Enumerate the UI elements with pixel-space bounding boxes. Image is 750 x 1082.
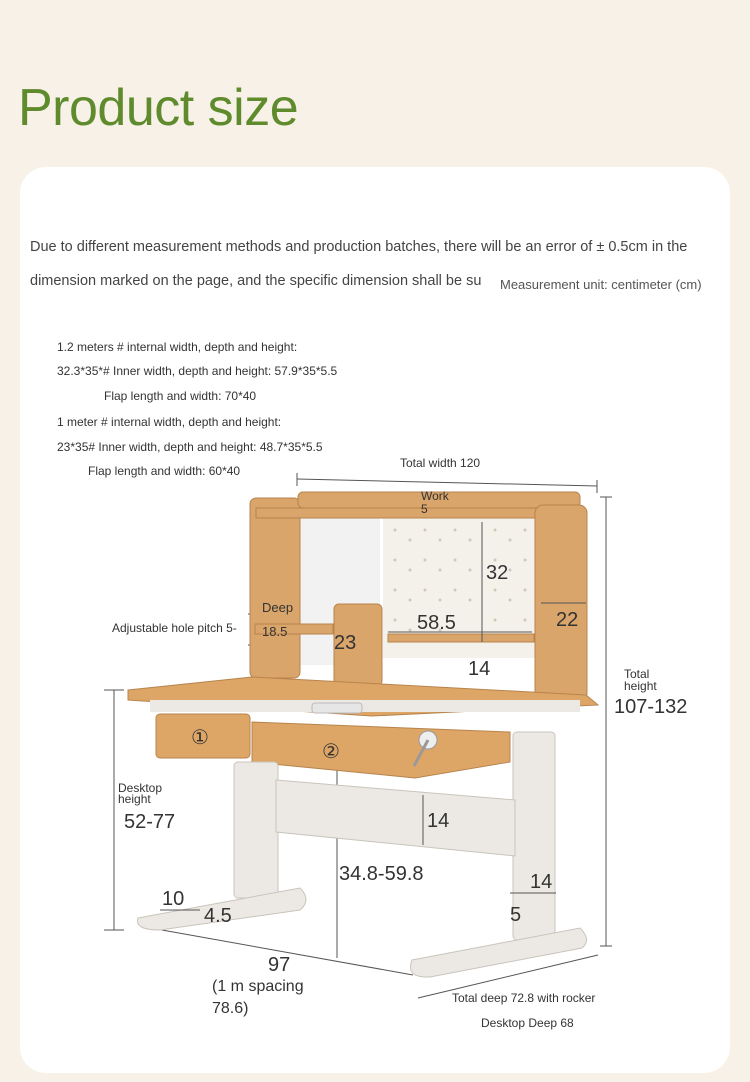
dim-desktop-height-label: Desktop height xyxy=(118,781,163,806)
dim-leg-14: 14 xyxy=(530,871,553,893)
dim-shelf-32: 32 xyxy=(486,562,509,584)
spec-1m-flap: Flap length and width: 60*40 xyxy=(88,464,241,478)
dim-hutch-22: 22 xyxy=(556,609,579,631)
dim-foot-10: 10 xyxy=(162,888,185,910)
dim-width-97: 97 xyxy=(268,954,291,976)
measurement-unit-note: Measurement unit: centimeter (cm) xyxy=(496,270,724,300)
dim-foot-4-5: 4.5 xyxy=(204,905,232,927)
spec-1-2m-flap: Flap length and width: 70*40 xyxy=(104,389,257,403)
disclaimer-line-2: dimension marked on the page, and the specific dimension shall be su xyxy=(30,273,482,289)
dim-desktop-deep: Desktop Deep 68 xyxy=(481,1016,574,1030)
dim-board-23: 23 xyxy=(334,632,357,654)
spec-1m-header: 1 meter # internal width, depth and height: xyxy=(57,415,282,429)
dim-leg-5: 5 xyxy=(510,904,522,926)
disclaimer-line-1: Due to different measurement methods and production batches, there will be an error of ± 0.5cm in the xyxy=(30,239,688,255)
desktop-frame xyxy=(150,700,580,712)
drawer-1-marker: ① xyxy=(191,727,209,749)
dim-spacing-value: 78.6) xyxy=(212,1000,249,1017)
dim-total-height-value: 107-132 xyxy=(614,696,688,718)
dim-leg-range: 34.8-59.8 xyxy=(339,863,424,885)
dim-deep-value: 18.5 xyxy=(262,624,288,639)
dim-shelf-58-5: 58.5 xyxy=(417,612,456,634)
dim-spacing-note: (1 m spacing xyxy=(212,978,304,995)
dim-total-height-label: Total height xyxy=(624,667,657,693)
spec-1-2m-header: 1.2 meters # internal width, depth and height: xyxy=(57,340,298,354)
dim-desktop-height-value: 52-77 xyxy=(124,811,176,833)
dim-shelf-14: 14 xyxy=(468,658,491,680)
dim-total-width: Total width 120 xyxy=(400,456,481,470)
dim-total-deep: Total deep 72.8 with rocker xyxy=(452,991,596,1005)
dim-crossbar-14: 14 xyxy=(427,810,450,832)
spec-1m-inner: 23*35# Inner width, depth and height: 48.7*35*5.5 xyxy=(57,440,323,454)
dim-work-label: Work xyxy=(421,489,449,503)
page-title: Product size xyxy=(18,79,299,137)
spec-1-2m-inner: 32.3*35*# Inner width, depth and height: 57.9*35*5.5 xyxy=(57,364,338,378)
dim-deep-label: Deep xyxy=(262,600,294,615)
dim-work-5: 5 xyxy=(421,502,428,516)
drawer-2 xyxy=(252,722,510,778)
dim-hole-pitch: Adjustable hole pitch 5- xyxy=(112,621,237,635)
drawer-2-marker: ② xyxy=(322,741,340,763)
